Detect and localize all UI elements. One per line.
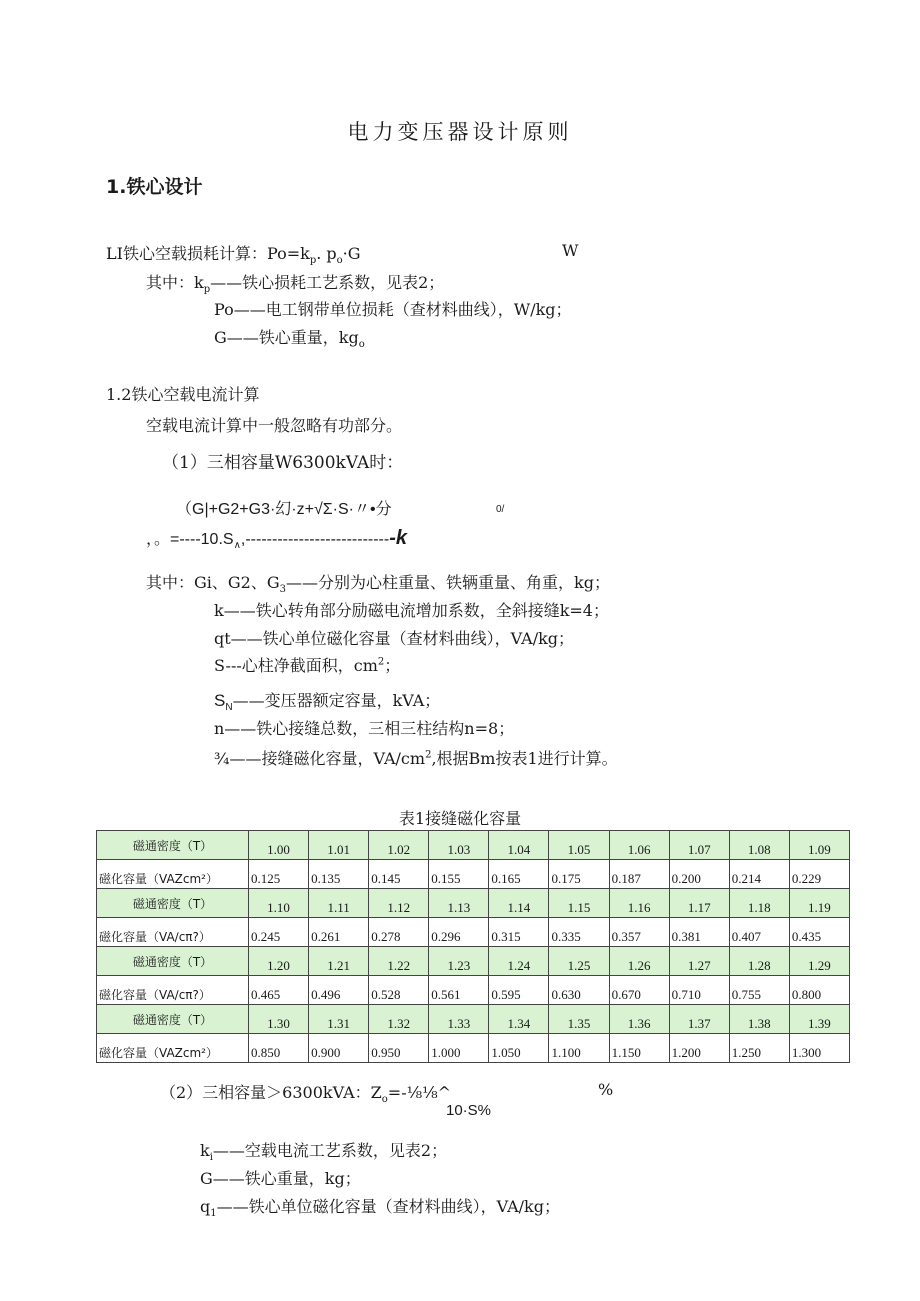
- capacity-row: [97, 860, 850, 889]
- sn-definition: $S_N——$变压器额定容量，kVA；: [214, 691, 441, 714]
- density-cell: 1.19: [789, 889, 849, 918]
- capacity-cell: 0.800: [789, 976, 849, 1005]
- capacity-label: 磁化容量（VA∕cπ?）: [97, 918, 249, 947]
- capacity-cell: 1.200: [669, 1034, 729, 1063]
- density-cell: 1.17: [669, 889, 729, 918]
- capacity-cell: 0.850: [249, 1034, 309, 1063]
- density-cell: 1.33: [429, 1005, 489, 1034]
- qt-definition: qt——铁心单位磁化容量（查材料曲线），VA/kg；: [214, 629, 575, 648]
- capacity-cell: 0.175: [549, 860, 609, 889]
- ki-definition: $k_i——$空载电流工艺系数，见表2；: [200, 1141, 448, 1164]
- formula-denominator: ，。$=----10.S_\wedge,----------------------------k$: [146, 527, 408, 552]
- capacity-cell: 0.950: [369, 1034, 429, 1063]
- q34-definition: ¾——接缝磁化容量，$VA/cm^2$,根据Bm按表1进行计算。: [214, 749, 618, 768]
- density-cell: 1.36: [609, 1005, 669, 1034]
- density-cell: 1.18: [729, 889, 789, 918]
- density-cell: 1.23: [429, 947, 489, 976]
- density-cell: 1.39: [789, 1005, 849, 1034]
- capacity-cell: 0.165: [489, 860, 549, 889]
- capacity-cell: 0.465: [249, 976, 309, 1005]
- capacity-cell: 0.435: [789, 918, 849, 947]
- density-cell: 1.38: [729, 1005, 789, 1034]
- density-cell: 1.22: [369, 947, 429, 976]
- capacity-cell: 0.214: [729, 860, 789, 889]
- density-cell: 1.03: [429, 831, 489, 860]
- capacity-cell: 1.300: [789, 1034, 849, 1063]
- density-row: [97, 947, 850, 976]
- density-cell: 1.34: [489, 1005, 549, 1034]
- density-label: 磁通密度（T）: [97, 947, 249, 976]
- table-caption: 表1接缝磁化容量: [398, 809, 522, 828]
- capacity-cell: 0.528: [369, 976, 429, 1005]
- density-cell: 1.37: [669, 1005, 729, 1034]
- density-cell: 1.10: [249, 889, 309, 918]
- density-cell: 1.27: [669, 947, 729, 976]
- capacity-cell: 0.496: [309, 976, 369, 1005]
- density-row: [97, 889, 850, 918]
- k-definition: k——铁心转角部分励磁电流增加系数，全斜接缝k=4；: [214, 601, 609, 620]
- density-cell: 1.09: [789, 831, 849, 860]
- density-cell: 1.24: [489, 947, 549, 976]
- capacity-cell: 0.261: [309, 918, 369, 947]
- capacity-cell: 0.670: [609, 976, 669, 1005]
- density-cell: 1.16: [609, 889, 669, 918]
- capacity-cell: 0.135: [309, 860, 369, 889]
- capacity-cell: 0.630: [549, 976, 609, 1005]
- s-definition: S---心柱净截面积，$cm^2$；: [214, 656, 401, 675]
- capacity-label: 磁化容量（VAZcm²）: [97, 860, 249, 889]
- density-cell: 1.05: [549, 831, 609, 860]
- capacity-cell: 0.229: [789, 860, 849, 889]
- capacity-cell: 1.100: [549, 1034, 609, 1063]
- density-label: 磁通密度（T）: [97, 1005, 249, 1034]
- density-cell: 1.35: [549, 1005, 609, 1034]
- kp-definition: 其中：$k_p——$铁心损耗工艺系数，见表2；: [146, 273, 445, 296]
- density-cell: 1.28: [729, 947, 789, 976]
- density-cell: 1.13: [429, 889, 489, 918]
- capacity-cell: 0.900: [309, 1034, 369, 1063]
- capacity-cell: 0.407: [729, 918, 789, 947]
- case1-heading: （1）三相容量W6300kVA时：: [162, 453, 404, 473]
- density-row: [97, 831, 850, 860]
- g-weights-definition: 其中：Gi、G2、$G_3——$分别为心柱重量、铁辆重量、角重，kg；: [146, 573, 610, 596]
- capacity-cell: 0.155: [429, 860, 489, 889]
- density-cell: 1.29: [789, 947, 849, 976]
- capacity-row: [97, 976, 850, 1005]
- capacity-cell: 1.250: [729, 1034, 789, 1063]
- capacity-row: [97, 1034, 850, 1063]
- capacity-cell: 1.000: [429, 1034, 489, 1063]
- formula-numerator: （G|+G2+G3·幻·z+√Σ·S·〃•分: [176, 501, 392, 518]
- capacity-cell: 1.150: [609, 1034, 669, 1063]
- capacity-cell: 0.315: [489, 918, 549, 947]
- density-cell: 1.02: [369, 831, 429, 860]
- subsection-heading: 1.2铁心空载电流计算: [106, 385, 260, 404]
- case2-denominator: 10·S%: [446, 1102, 492, 1119]
- density-cell: 1.31: [309, 1005, 369, 1034]
- formula-percent: 0/: [496, 504, 505, 515]
- capacity-cell: 0.335: [549, 918, 609, 947]
- g-definition: G——铁心重量，$kg_o$: [214, 328, 365, 351]
- case2-formula: （2）三相容量＞6300kVA：$Z_o=-\frac{1}{8}\frac{1}{8}\^{}$: [160, 1083, 452, 1106]
- po-definition: Po——电工钢带单位损耗（查材料曲线），W/kg；: [214, 300, 572, 319]
- density-cell: 1.07: [669, 831, 729, 860]
- n-definition: n——铁心接缝总数，三相三柱结构n=8；: [214, 719, 515, 738]
- capacity-cell: 0.710: [669, 976, 729, 1005]
- density-cell: 1.11: [309, 889, 369, 918]
- capacity-cell: 0.755: [729, 976, 789, 1005]
- capacity-cell: 0.561: [429, 976, 489, 1005]
- capacity-cell: 0.187: [609, 860, 669, 889]
- density-cell: 1.12: [369, 889, 429, 918]
- density-cell: 1.00: [249, 831, 309, 860]
- page-title: 电力变压器设计原则: [347, 120, 573, 144]
- capacity-cell: 1.050: [489, 1034, 549, 1063]
- density-cell: 1.14: [489, 889, 549, 918]
- capacity-cell: 0.357: [609, 918, 669, 947]
- no-load-loss-unit: W: [562, 241, 579, 260]
- density-row: [97, 1005, 850, 1034]
- case2-percent: %: [598, 1080, 614, 1099]
- density-cell: 1.06: [609, 831, 669, 860]
- no-load-loss-formula: LI铁心空载损耗计算：$Po=k_p$. $p_o\cdot G$: [106, 244, 361, 267]
- capacity-row: [97, 918, 850, 947]
- density-label: 磁通密度（T）: [97, 889, 249, 918]
- section-heading: 1.铁心设计: [106, 176, 203, 198]
- density-cell: 1.01: [309, 831, 369, 860]
- density-cell: 1.32: [369, 1005, 429, 1034]
- q1-definition: $q_1——$铁心单位磁化容量（查材料曲线），VA/kg；: [200, 1197, 560, 1220]
- density-label: 磁通密度（T）: [97, 831, 249, 860]
- density-cell: 1.21: [309, 947, 369, 976]
- density-cell: 1.25: [549, 947, 609, 976]
- intro-text: 空载电流计算中一般忽略有功部分。: [146, 416, 403, 435]
- capacity-cell: 0.200: [669, 860, 729, 889]
- density-cell: 1.20: [249, 947, 309, 976]
- density-cell: 1.30: [249, 1005, 309, 1034]
- capacity-cell: 0.145: [369, 860, 429, 889]
- capacity-cell: 0.296: [429, 918, 489, 947]
- capacity-cell: 0.381: [669, 918, 729, 947]
- density-cell: 1.26: [609, 947, 669, 976]
- g2-definition: G——铁心重量，kg；: [200, 1169, 361, 1188]
- density-cell: 1.04: [489, 831, 549, 860]
- capacity-label: 磁化容量（VAZcm²）: [97, 1034, 249, 1063]
- capacity-cell: 0.245: [249, 918, 309, 947]
- magnetization-table: [96, 830, 850, 1063]
- density-cell: 1.15: [549, 889, 609, 918]
- capacity-cell: 0.278: [369, 918, 429, 947]
- density-cell: 1.08: [729, 831, 789, 860]
- capacity-cell: 0.595: [489, 976, 549, 1005]
- capacity-label: 磁化容量（VA∕cπ?）: [97, 976, 249, 1005]
- capacity-cell: 0.125: [249, 860, 309, 889]
